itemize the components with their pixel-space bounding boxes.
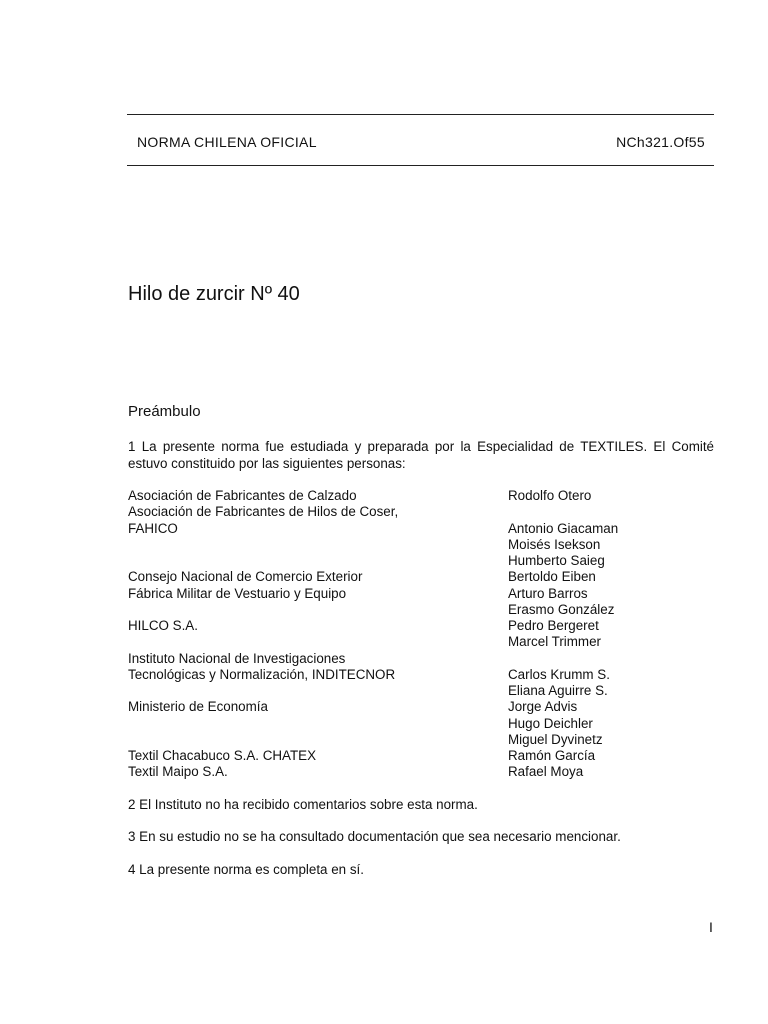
committee-member: Arturo Barros (508, 585, 588, 601)
committee-row (128, 586, 714, 602)
committee-organization: HILCO S.A. (128, 618, 198, 633)
committee-row (128, 569, 714, 585)
committee-row (128, 764, 714, 780)
document-title: Hilo de zurcir Nº 40 (128, 283, 300, 305)
committee-row (128, 699, 714, 715)
committee-organization: Consejo Nacional de Comercio Exterior (128, 569, 363, 585)
committee-organization: Textil Maipo S.A. (128, 764, 228, 780)
header-standard-code: NCh321.Of55 (616, 134, 705, 150)
section-heading: Preámbulo (128, 403, 201, 420)
header-bottom-rule (127, 165, 714, 166)
committee-member: Ramón García (508, 748, 596, 763)
committee-member: Miguel Dyvinetz (508, 731, 603, 747)
header-top-rule (127, 114, 714, 115)
committee-row (128, 732, 714, 748)
committee-row (128, 748, 714, 764)
committee-organization: Asociación de Fabricantes de Calzado (128, 488, 357, 503)
committee-member: Antonio Giacaman (508, 520, 619, 536)
committee-row (128, 504, 714, 520)
committee-list (128, 488, 714, 781)
committee-organization: FAHICO (128, 520, 178, 536)
committee-row (128, 602, 714, 618)
committee-row (128, 521, 714, 537)
committee-organization: Tecnológicas y Normalización, INDITECNOR (128, 666, 396, 682)
committee-row (128, 537, 714, 553)
committee-member: Hugo Deichler (508, 715, 593, 731)
committee-row (128, 488, 714, 504)
committee-member: Humberto Saieg (508, 553, 605, 568)
paragraph-1: 1 La presente norma fue estudiada y preparada por la Especialidad de TEXTILES. El Comité estuvo constituido por las siguientes personas: (128, 439, 714, 471)
committee-member: Eliana Aguirre S. (508, 683, 608, 698)
committee-row (128, 667, 714, 683)
committee-member: Marcel Trimmer (508, 634, 601, 650)
committee-organization: Asociación de Fabricantes de Hilos de Coser, (128, 504, 399, 520)
committee-member: Rafael Moya (508, 764, 584, 780)
committee-row (128, 716, 714, 732)
committee-member: Pedro Bergeret (508, 618, 599, 633)
committee-member: Erasmo González (508, 601, 615, 617)
committee-row (128, 553, 714, 569)
paragraph-3: 3 En su estudio no se ha consultado documentación que sea necesario mencionar. (128, 829, 621, 844)
paragraph-2: 2 El Instituto no ha recibido comentarios sobre esta norma. (128, 797, 478, 812)
committee-organization: Textil Chacabuco S.A. CHATEX (128, 748, 317, 763)
committee-organization: Ministerio de Economía (128, 699, 268, 715)
header-standard-label: NORMA CHILENA OFICIAL (137, 134, 317, 150)
paragraph-4: 4 La presente norma es completa en sí. (128, 862, 364, 877)
committee-row (128, 618, 714, 634)
committee-row (128, 683, 714, 699)
committee-member: Jorge Advis (508, 699, 578, 715)
committee-row (128, 651, 714, 667)
page-number: I (709, 919, 713, 935)
committee-member: Moisés Isekson (508, 536, 601, 552)
committee-organization: Fábrica Militar de Vestuario y Equipo (128, 585, 347, 601)
committee-member: Carlos Krumm S. (508, 666, 610, 682)
committee-organization: Instituto Nacional de Investigaciones (128, 650, 346, 666)
committee-member: Bertoldo Eiben (508, 569, 596, 585)
committee-row (128, 634, 714, 650)
committee-member: Rodolfo Otero (508, 488, 592, 503)
